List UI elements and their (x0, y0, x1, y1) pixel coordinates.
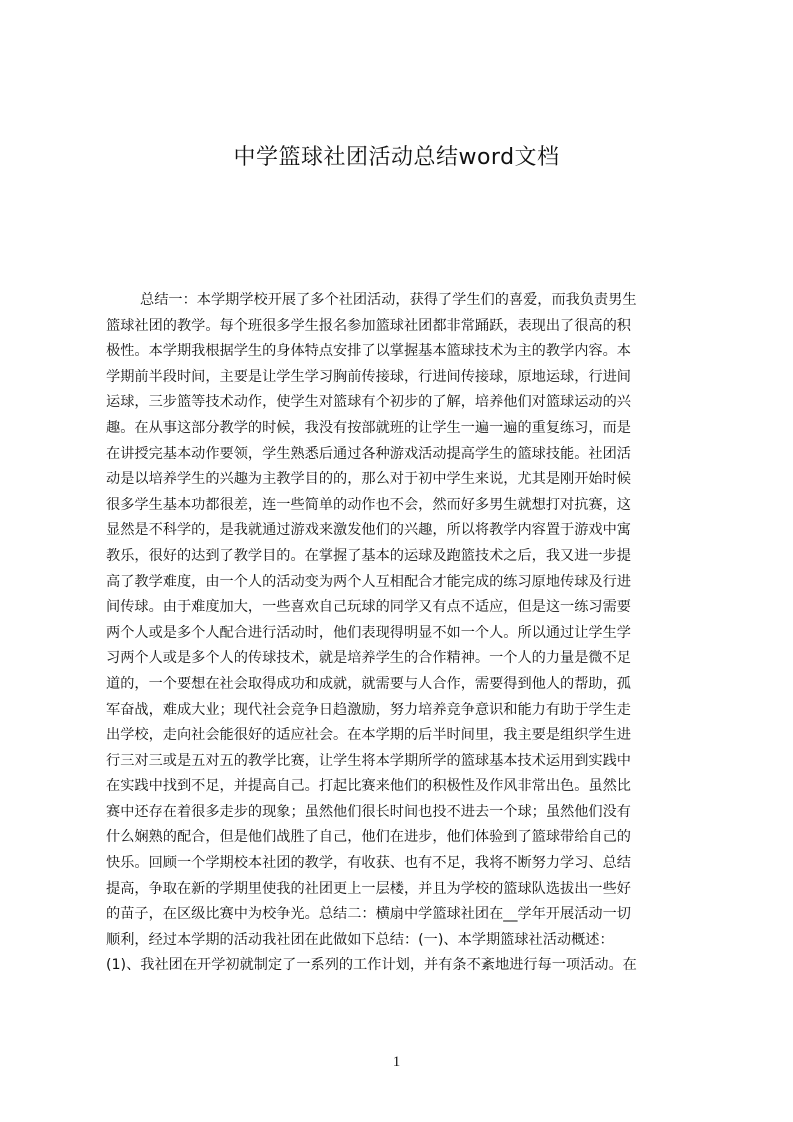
text-line: 道的，一个要想在社会取得成功和成就，就需要与人合作，需要得到他人的帮助，孤 (106, 675, 631, 692)
text-line: 运球，三步篮等技术动作，使学生对篮球有个初步的了解，培养他们对篮球运动的兴 (106, 394, 631, 411)
text-line: 顺利，经过本学期的活动我社团在此做如下总结：(一)、本学期篮球社活动概述： (106, 931, 614, 948)
text-line: 极性。本学期我根据学生的身体特点安排了以掌握基本篮球技术为主的教学内容。本 (106, 343, 631, 360)
text-line: 趣。在从事这部分教学的时候，我没有按部就班的让学生一遍一遍的重复练习，而是 (106, 419, 631, 436)
text-line: 两个人或是多个人配合进行活动时，他们表现得明显不如一个人。所以通过让学生学 (106, 624, 631, 641)
text-line: 教乐，很好的达到了教学目的。在掌握了基本的运球及跑篮技术之后，我又进一步提 (106, 547, 631, 564)
text-line: 篮球社团的教学。每个班很多学生报名参加篮球社团都非常踊跃，表现出了很高的积 (106, 317, 631, 334)
text-line: 很多学生基本功都很差，连一些简单的动作也不会，然而好多男生就想打对抗赛，这 (106, 496, 631, 513)
text-line: 总结一：本学期学校开展了多个社团活动，获得了学生们的喜爱，而我负责男生 (140, 292, 637, 308)
text-line: (1)、我社团在开学初就制定了一系列的工作计划，并有条不紊地进行每一项活动。在 (106, 957, 637, 974)
text-line: 出学校，走向社会能很好的适应社会。在本学期的后半时间里，我主要是组织学生进 (106, 727, 631, 744)
text-line: 显然是不科学的，是我就通过游戏来激发他们的兴趣，所以将教学内容置于游戏中寓 (106, 522, 631, 539)
document-title: 中学篮球社团活动总结word文档 (233, 145, 560, 170)
text-line: 学期前半段时间，主要是让学生学习胸前传接球，行进间传接球，原地运球，行进间 (106, 368, 631, 385)
text-line: 提高，争取在新的学期里使我的社团更上一层楼，并且为学校的篮球队选拔出一些好 (106, 880, 631, 897)
text-line: 快乐。回顾一个学期校本社团的教学，有收获、也有不足，我将不断努力学习、总结 (106, 855, 631, 872)
text-line: 的苗子，在区级比赛中为校争光。总结二：横扇中学篮球社团在__学年开展活动一切 (106, 906, 631, 923)
text-line: 在实践中找到不足，并提高自己。打起比赛来他们的积极性及作风非常出色。虽然比 (106, 778, 631, 795)
text-line: 赛中还存在着很多走步的现象；虽然他们很长时间也投不进去一个球；虽然他们没有 (106, 803, 631, 820)
text-line: 行三对三或是五对五的教学比赛，让学生将本学期所学的篮球基本技术运用到实践中 (106, 752, 631, 769)
text-line: 高了教学难度，由一个人的活动变为两个人互相配合才能完成的练习原地传球及行进 (106, 573, 631, 590)
text-line: 间传球。由于难度加大，一些喜欢自己玩球的同学又有点不适应，但是这一练习需要 (106, 599, 631, 616)
text-line: 什么娴熟的配合，但是他们战胜了自己，他们在进步，他们体验到了篮球带给自己的 (106, 829, 631, 846)
document-body (106, 288, 698, 979)
text-line: 军奋战，难成大业；现代社会竞争日趋激励，努力培养竞争意识和能力有助于学生走 (106, 701, 631, 718)
text-line: 动是以培养学生的兴趣为主教学目的的，那么对于初中学生来说，尤其是刚开始时候 (106, 471, 631, 488)
page-number: 1 (392, 1054, 401, 1070)
text-line: 在讲授完基本动作要领，学生熟悉后通过各种游戏活动提高学生的篮球技能。社团活 (106, 445, 631, 462)
text-line: 习两个人或是多个人的传球技术，就是培养学生的合作精神。一个人的力量是微不足 (106, 650, 631, 667)
